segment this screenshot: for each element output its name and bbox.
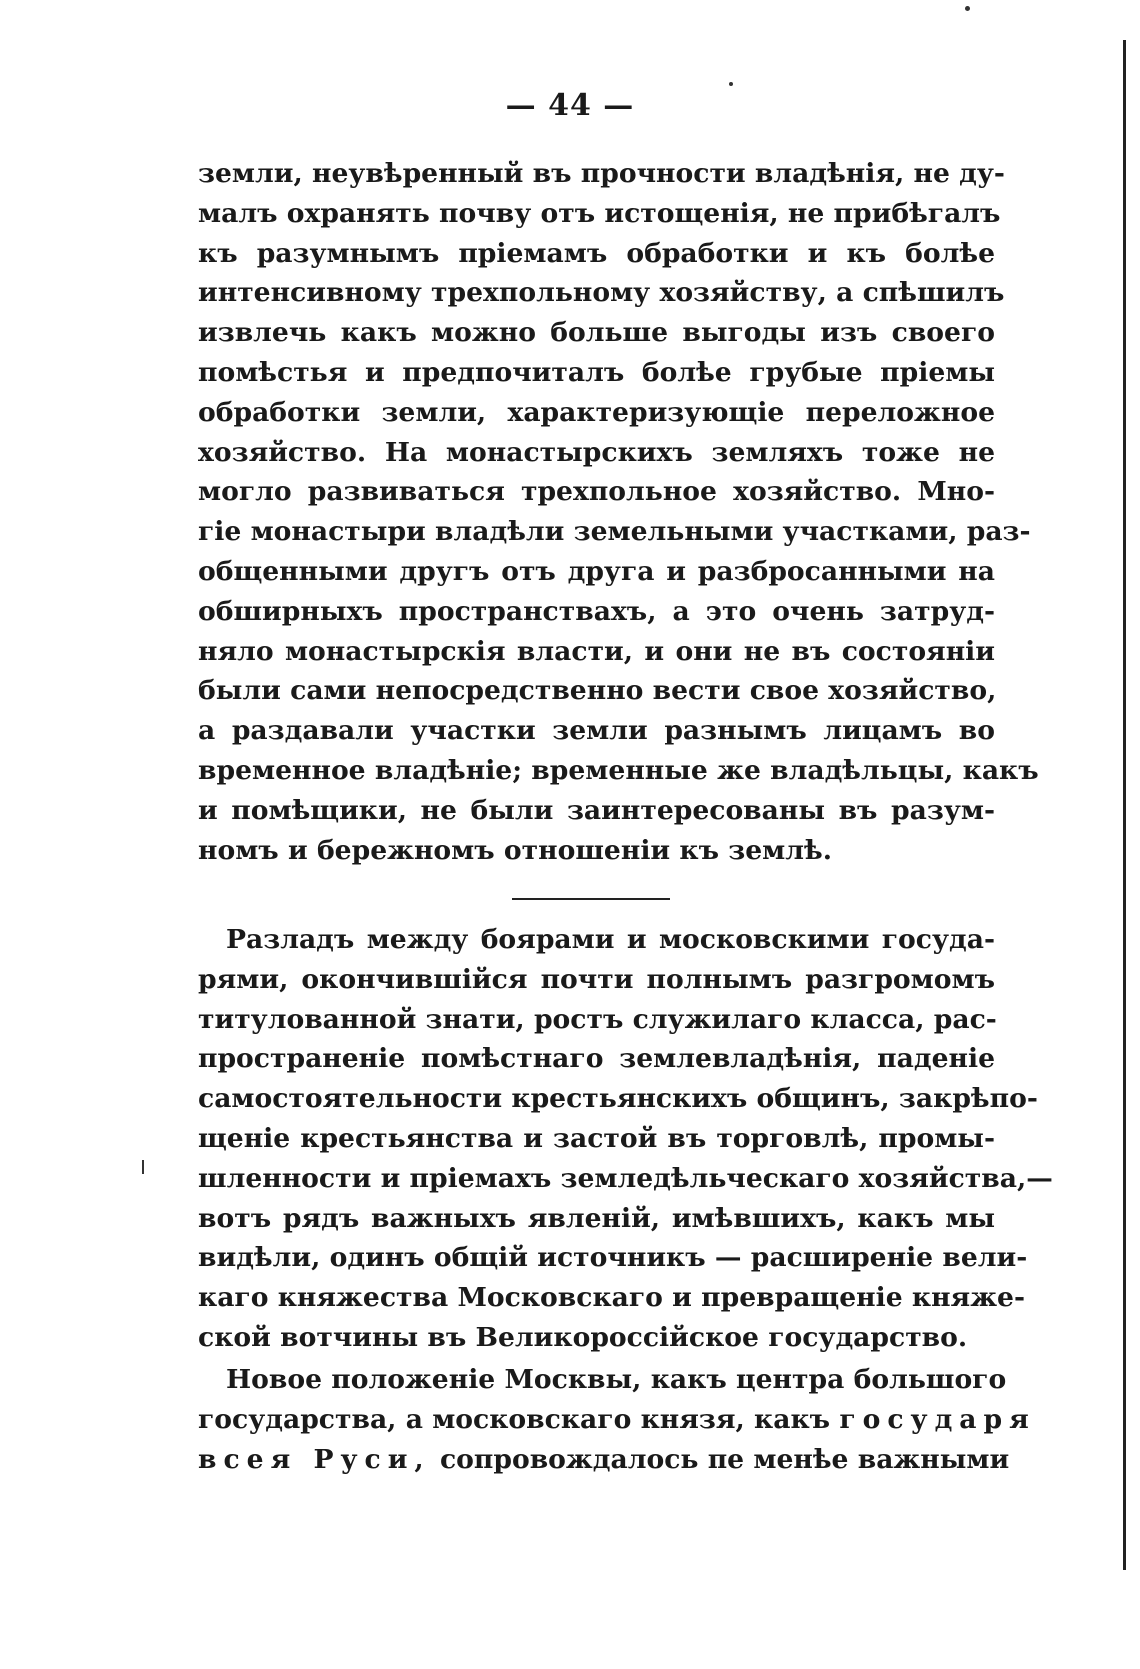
text-line: самостоятельности крестьянскихъ общинъ, закрѣпо- [198,1083,1038,1115]
text-line [198,1400,1036,1440]
text-fragment: сопровождалось пе менѣе важными [439,1443,1010,1475]
text-line: хозяйство. На монастырскихъ земляхъ тоже не [198,436,995,468]
section-divider [512,898,670,900]
emphasized-text: государя [839,1403,1036,1435]
text-line: а раздавали участки земли разнымъ лицамъ во [198,715,995,747]
paragraph-3 [198,1360,1036,1479]
text-line: интенсивному трехпольному хозяйству, а спѣшилъ [198,277,1005,309]
paragraph-2 [198,920,1053,1358]
text-line: Разладъ между боярами и московскими госуда- [226,924,995,955]
text-fragment: государства, а московскаго князя, какъ [198,1403,831,1435]
paragraph-1 [198,154,1039,870]
print-speck [965,6,970,11]
text-line: видѣли, одинъ общій источникъ — расширеніе вели- [198,1242,1028,1274]
text-line: были сами непосредственно вести свое хозяйство, [198,675,997,707]
text-line: няло монастырскія власти, и они не въ состояніи [198,635,995,667]
text-line: обработки земли, характеризующіе переложное [198,396,995,428]
text-line: и помѣщики, не были заинтересованы въ разум- [198,794,995,826]
text-line: временное владѣніе; временные же владѣльцы, какъ [198,754,1039,786]
text-line [198,1440,1010,1480]
text-line: рями, окончившійся почти полнымъ разгромомъ [198,963,995,995]
text-line: пространеніе помѣстнаго землевладѣнія, паденіе [198,1043,995,1075]
text-line: извлечь какъ можно больше выгоды изъ своего [198,317,995,349]
text-line: каго княжества Московскаго и превращеніе княже- [198,1282,1026,1314]
text-line: гіе монастыри владѣли земельными участками, раз- [198,516,1031,548]
text-line: обширныхъ пространствахъ, а это очень затруд- [198,595,995,627]
text-line: ской вотчины въ Великороссійское государство. [198,1321,968,1353]
text-line: общенными другъ отъ друга и разбросанными на [198,555,995,587]
text-line: щеніе крестьянства и застой въ торговлѣ, промы- [198,1122,995,1154]
page-number: — 44 — [505,88,635,123]
text-line: земли, неувѣренный въ прочности владѣнія, не ду- [198,158,1005,189]
print-speck [729,82,733,86]
text-line: шленности и пріемахъ земледѣльческаго хозяйства,— [198,1162,1053,1194]
text-line: номъ и бережномъ отношеніи къ землѣ. [198,834,832,866]
text-line: титулованной знати, ростъ служилаго класса, рас- [198,1003,997,1035]
text-line: къ разумнымъ пріемамъ обработки и къ болѣе [198,237,995,269]
print-speck [142,1160,144,1174]
text-line: Новое положеніе Москвы, какъ центра большого [226,1364,1007,1395]
text-line: вотъ рядъ важныхъ явленій, имѣвшихъ, какъ мы [198,1202,995,1234]
text-line: помѣстья и предпочиталъ болѣе грубые пріемы [198,356,995,388]
text-line: могло развиваться трехпольное хозяйство. Мно- [198,476,995,508]
emphasized-text: всея Руси, [198,1443,431,1475]
page-edge-shadow [1123,40,1126,1570]
text-line: малъ охранять почву отъ истощенія, не прибѣгалъ [198,197,1001,229]
